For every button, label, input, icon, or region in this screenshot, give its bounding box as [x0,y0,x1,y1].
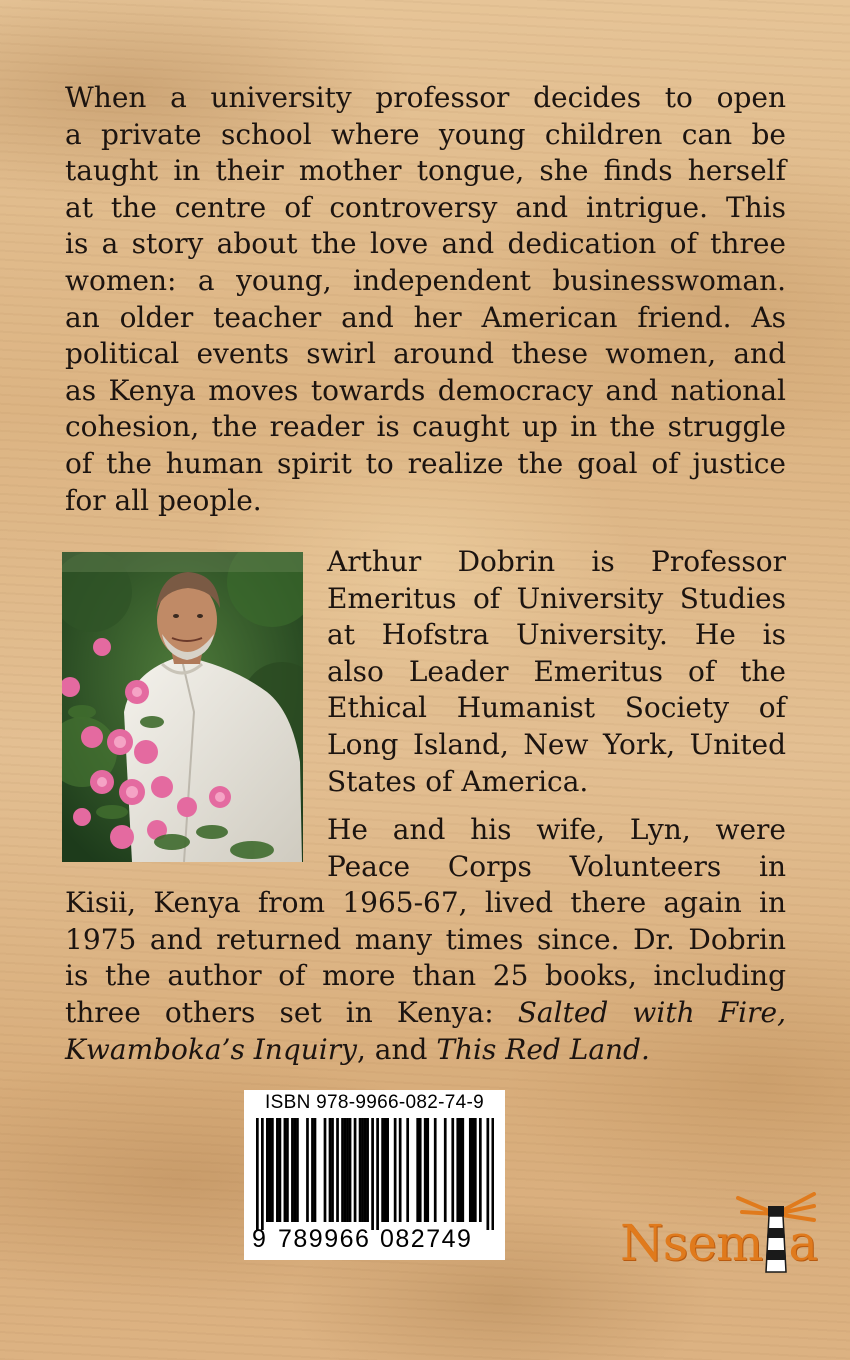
publisher-logo [618,1192,818,1282]
bio-line: Ethical Humanist Society of [327,691,786,725]
bio-line: Kisii, Kenya from 1965-67, lived there again in [65,886,786,920]
bio-line: Long Island, New York, United [327,727,786,761]
barcode-digit-first: 9 [252,1225,266,1253]
blurb-line: women: a young, independent businesswoman. [65,263,786,297]
book-title-this-red-land: This Red Land. [436,1032,650,1066]
book-blurb [65,80,786,519]
bio-line: Arthur Dobrin is Professor [327,545,786,578]
blurb-line: as Kenya moves towards democracy and national [65,373,786,407]
book-title-kwamboka-inquiry: Kwamboka’s Inquiry [65,1032,357,1066]
barcode-digits-right: 082749 [380,1225,473,1253]
publisher-name-part: Nsem [620,1214,763,1272]
blurb-line: a private school where young children can be [65,117,786,151]
bio-line: Emeritus of University Studies [327,581,786,615]
isbn-barcode [244,1090,505,1260]
bio-text: three others set in Kenya: [65,995,518,1029]
blurb-line: cohesion, the reader is caught up in the struggle [65,410,786,444]
bio-line [65,1032,786,1069]
bio-line: at Hofstra University. He is [327,618,786,652]
author-bio-paragraph-2 [65,812,786,1068]
bio-line [65,995,786,1032]
bio-line: Peace Corps Volunteers in [327,849,786,883]
blurb-line: taught in their mother tongue, she finds herself [65,154,786,188]
bio-line: is the author of more than 25 books, including [65,959,786,993]
publisher-name-part: a [788,1214,818,1272]
blurb-line: for all people. [65,483,262,517]
author-bio-paragraph-1 [327,544,786,800]
blurb-line: at the centre of controversy and intrigue. This [65,190,786,224]
bio-line: States of America. [327,764,589,798]
blurb-line: of the human spirit to realize the goal of justice [65,446,786,480]
blurb-line: is a story about the love and dedication of three [65,227,786,261]
blurb-line: When a university professor decides to open [65,81,786,114]
bio-line: 1975 and returned many times since. Dr. Dobrin [65,922,786,956]
publisher-name [620,1214,817,1272]
blurb-line: an older teacher and her American friend. As [65,300,786,334]
blurb-line: political events swirl around these women, and [65,337,786,371]
book-title-salted-with-fire: Salted with Fire, [517,995,786,1029]
barcode-digits-left: 789966 [278,1225,371,1253]
bio-text: , and [356,1032,437,1066]
bio-line: also Leader Emeritus of the [327,654,786,688]
barcode-bars [256,1118,494,1230]
isbn-label: ISBN 978-9966-082-74-9 [265,1092,484,1113]
bio-line: He and his wife, Lyn, were [327,813,786,846]
